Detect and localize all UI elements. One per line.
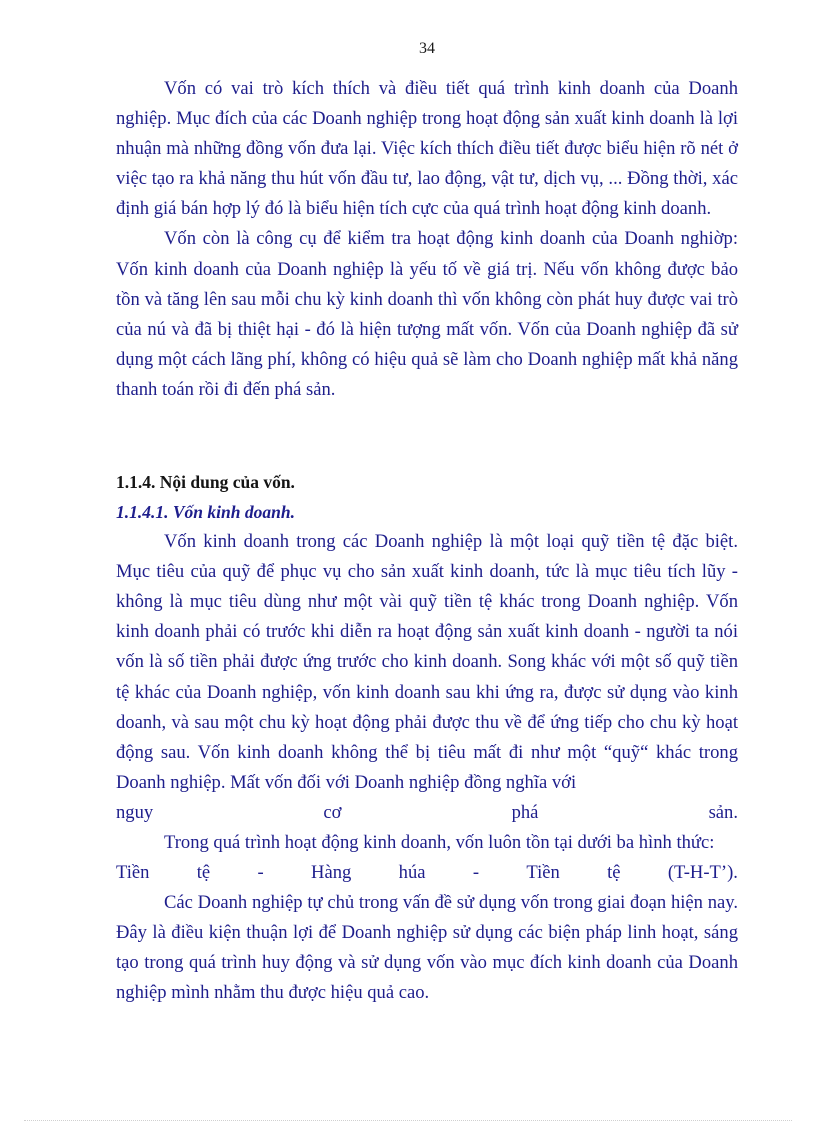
- document-body: [116, 74, 738, 1009]
- word: sản.: [708, 801, 738, 823]
- word: cơ: [323, 801, 342, 823]
- word: Tiền: [116, 862, 150, 884]
- paragraph-role-of-capital: Vốn có vai trò kích thích và điều tiết quá trình kinh doanh của Doanh nghiệp. Mục đích của các Doanh nghiệp trong hoạt động sản xuất kinh doanh là lợi nhuận mà những đồng vốn đưa lại. Việc kích thích điều tiết được biểu hiện rõ nét ở việc tạo ra khả năng thu hút vốn đầu tư, lao động, vật tư, dịch vụ, ... Đồng thời, xác định giá bán hợp lý đó là biểu hiện tích cực của quá trình hoạt động kinh doanh.: [116, 78, 738, 220]
- section-heading: 1.1.4. Nội dung của vốn.: [116, 472, 295, 493]
- page-number: 34: [419, 40, 435, 57]
- word: húa: [398, 862, 426, 884]
- word: nguy: [116, 801, 154, 823]
- paragraph-business-capital: Vốn kinh doanh trong các Doanh nghiệp là một loại quỹ tiền tệ đặc biệt. Mục tiêu của quỹ để phục vụ cho sản xuất kinh doanh, tức là mục tiêu tích lũy - không là mục tiêu dùng như một vài quỹ tiền tệ khác trong Doanh nghiệp. Vốn kinh doanh phải có trước khi diễn ra hoạt động sản xuất kinh doanh - người ta nói vốn là số tiền phải được ứng trước cho kinh doanh. Song khác với một số quỹ tiền tệ khác của Doanh nghiệp, vốn kinh doanh sau khi ứng ra, được sử dụng vào kinh doanh, và sau một chu kỳ hoạt động phải được thu về để ứng tiếp cho chu kỳ hoạt động sau. Vốn kinh doanh không thể bị tiêu mất đi như một “quỹ“ khác trong Doanh nghiệp. Mất vốn đối với Doanh nghiệp đồng nghĩa với: [116, 531, 738, 793]
- paragraph-autonomy: Các Doanh nghiệp tự chủ trong vấn đề sử dụng vốn trong giai đoạn hiện nay. Đây là điều kiện thuận lợi để Doanh nghiệp sử dụng các biện pháp linh hoạt, sáng tạo trong quá trình huy động và sử dụng vốn vào mục đích kinh doanh của Doanh nghiệp mình nhằm thu được hiệu quả cao.: [116, 892, 738, 1004]
- paragraph-capital-forms: Trong quá trình hoạt động kinh doanh, vốn luôn tồn tại dưới ba hình thức:: [164, 831, 715, 853]
- word: Tiền: [526, 862, 560, 884]
- word: Hàng: [311, 862, 352, 884]
- word: -: [257, 862, 264, 884]
- paragraph-control-tool: Vốn còn là công cụ để kiểm tra hoạt động kinh doanh của Doanh nghiờp: Vốn kinh doanh của Doanh nghiệp là yếu tố về giá trị. Nếu vốn không được bảo tồn và tăng lên sau mỗi chu kỳ kinh doanh thì vốn không còn phát huy được vai trò của nú và đã bị thiệt hại - đó là hiện tượng mất vốn. Vốn của Doanh nghiệp đã sử dụng một cách lãng phí, không có hiệu quả sẽ làm cho Doanh nghiệp mất khả năng thanh toán rồi đi đến phá sản.: [116, 228, 738, 400]
- word: -: [472, 862, 480, 884]
- subsection-heading: 1.1.4.1. Vốn kinh doanh.: [116, 502, 295, 523]
- word: tệ: [607, 862, 621, 884]
- paragraph-business-capital-last-line: [116, 798, 738, 828]
- word: phá: [511, 801, 539, 823]
- paragraph-capital-forms-last-line: [116, 858, 738, 888]
- word: tệ: [196, 862, 211, 884]
- page-bottom-divider: [24, 1120, 792, 1121]
- word: (T-H-T’).: [667, 862, 738, 884]
